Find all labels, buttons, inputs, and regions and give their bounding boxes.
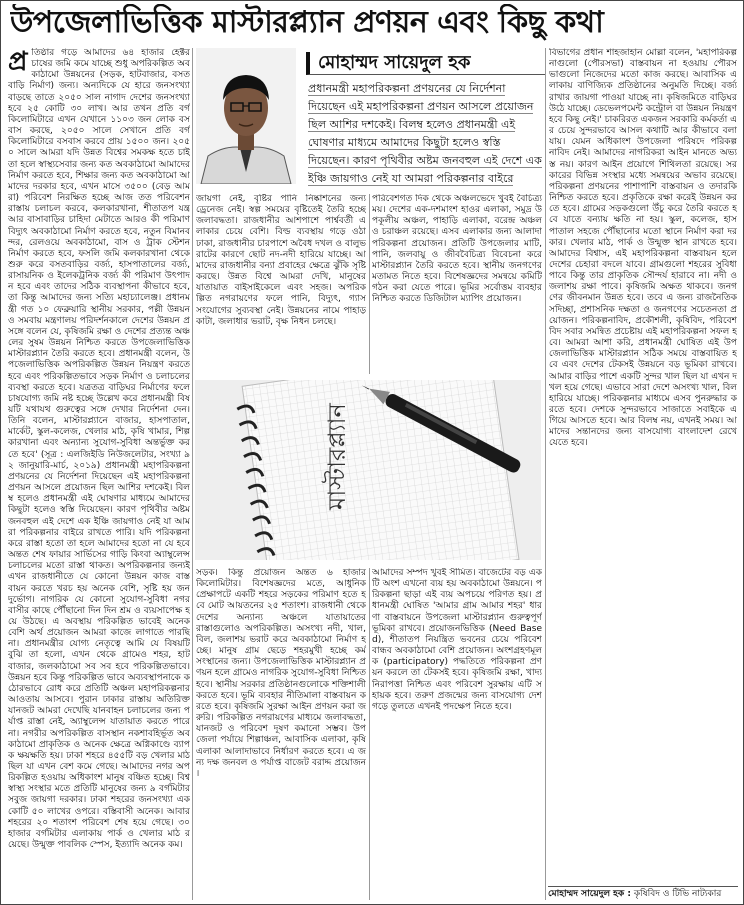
- column-1: [8, 48, 190, 900]
- column-3-lower-text: আমাদের সম্পদ খুবই সীমিত। বাজেটের বড় একটি অংশ এখনো ব্যয় হয় অবকাঠামো উন্নয়নে। পরিকল্পনা ছাড়া এই ব্যয় অপচয়ে পরিণত হয়। প্রধানমন্ত্রী ঘোষিত 'আমার গ্রাম আমার শহর' ধারণা বাস্তবায়নে উপজেলা মাস্টারপ্ল্যান গুরুত্বপূর্ণ ভূমিকা রাখবে। প্রয়োজনভিত্তিক (Need Based), শীতাতপ নিয়ন্ত্রিত ভবনের চেয়ে পরিবেশবান্ধব অবকাঠামো বেশি প্রয়োজন। অংশগ্রহণমূলক (participatory) পদ্ধতিতে পরিকল্পনা প্রণয়ন করলে তা টেকসই হবে। কৃষিজমি রক্ষা, খাদ্য নিরাপত্তা নিশ্চিত এবং পরিবেশ সুরক্ষায় এটি সহায়ক হবে। তরুণ প্রজন্মের জন্য বাসযোগ্য দেশ গড়ে তুলতে এখনই পদক্ষেপ নিতে হবে।: [372, 568, 542, 712]
- author-credit: [548, 886, 738, 901]
- column-rule-2: [369, 194, 370, 374]
- photo-handwriting: মাস্টারপ্ল্যান: [323, 403, 351, 510]
- column-4: [549, 48, 737, 882]
- pull-quote-text: প্রধানমন্ত্রী মহাপরিকল্পনা প্রণয়নের যে নির্দেশনা দিয়েছেন এই মহাপরিকল্পনা প্রণয়ন আসলে প্রয়োজন ছিল আশির দশকেই। বিলম্ব হলেও প্রধানমন্ত্রী এই ঘোষণার মাধ্যমে আমাদের কিছুটা হলেও স্বস্তি দিয়েছেন। কারণ পৃথিবীর অষ্টম জনবহুল এই দেশে এক ইঞ্চি জায়গাও নেই যা আমরা পরিকল্পনার বাইরে: [308, 82, 542, 190]
- pull-quote: [308, 80, 542, 190]
- notebook-pen-photo: [195, 380, 541, 560]
- column-rule-1: [192, 48, 193, 900]
- column-rule-3: [369, 568, 370, 900]
- column-3-upper: [372, 194, 542, 374]
- author-portrait: [196, 48, 296, 184]
- column-3-upper-text: পরিবেশগত দিক থেকে অঞ্চলভেদে খুবই বৈচিত্র্যময়। দেশের এক-দশমাংশ হাওর এলাকা, সমুদ্র উপকূলীয় অঞ্চল, পাহাড়ি এলাকা, বরেন্দ্র অঞ্চল ও চরাঞ্চল রয়েছে। এসব এলাকার জন্য আলাদা পরিকল্পনা প্রয়োজন। প্রতিটি উপজেলার মাটি, পানি, জলবায়ু ও জীববৈচিত্র্য বিবেচনা করে মাস্টারপ্ল্যান তৈরি করতে হবে। স্থানীয় জনগণের মতামত নিতে হবে। বিশেষজ্ঞদের সমন্বয়ে কমিটি গঠন করা যেতে পারে। ভূমির সর্বোত্তম ব্যবহার নিশ্চিত করতে ডিজিটাল ম্যাপিং প্রয়োজন।: [372, 194, 542, 305]
- column-4-text: বিভাগের প্রধান শাহজাহান মোল্লা বলেন, 'মহাপরিকল্পনাগুলো (পৌরসভা) বাস্তবায়ন না হওয়ায় পৌরসভাগুলো নিজেদের মতো কাজ করছে। আবাসিক এলাকায় বাণিজ্যিক প্রতিষ্ঠানের অনুমতি দিচ্ছে। বর্জ্য রাখার জায়গা পাওয়া যাচ্ছে না। কৃষিজমিতে বাড়িঘর উঠে যাচ্ছে। ডেভেলপমেন্ট কন্ট্রোল বা উন্নয়ন নিয়ন্ত্রণ হবে কিছু নেই।' চাকরিরত একজন সরকারি কর্মকর্তা এর চেয়ে সুন্দরভাবে আসল কথাটি আর কীভাবে বলা যায়। যেমন অধিকাংশ উপজেলা পরিষদে পরিকল্পনাবিদ নেই। আমাদের নাগরিকরা আইন মানতে অভ্যস্ত নয়। কারণ আইন প্রয়োগে শিথিলতা রয়েছে। সরকারের বিভিন্ন সংস্থার মধ্যে সমন্বয়ের অভাব রয়েছে। পরিকল্পনা প্রণয়নের পাশাপাশি বাস্তবায়ন ও তদারকি নিশ্চিত করতে হবে। প্রকৃতিকে রক্ষা করেই উন্নয়ন করতে হবে। গ্রামের সড়কগুলো উঁচু করে তৈরি করতে হবে যাতে বন্যায় ক্ষতি না হয়। স্কুল, কলেজ, হাসপাতাল সহজে পৌঁছানোর মতো স্থানে নির্মাণ করা দরকার। খেলার মাঠ, পার্ক ও উন্মুক্ত স্থান রাখতে হবে। আমাদের বিশ্বাস, এই মহাপরিকল্পনা বাস্তবায়ন হলে দেশের চেহারা বদলে যাবে। গ্রামগুলো শহরের সুবিধা পাবে কিন্তু তার প্রাকৃতিক সৌন্দর্য হারাবে না। নদী ও জলাশয় রক্ষা পাবে। কৃষিজমি অক্ষত থাকবে। জনগণের জীবনমান উন্নত হবে। তবে এ জন্য রাজনৈতিক সদিচ্ছা, প্রশাসনিক দক্ষতা ও জনগণের সচেতনতা প্রয়োজন। পরিকল্পনাবিদ, প্রকৌশলী, কৃষিবিদ, পরিবেশবিদ সবার সমন্বিত প্রচেষ্টায় এই মহাপরিকল্পনা সফল হবে। আমরা আশা করি, প্রধানমন্ত্রী ঘোষিত এই উপজেলাভিত্তিক মাস্টারপ্ল্যান সঠিক সময়ে বাস্তবায়িত হবে এবং দেশের টেকসই উন্নয়নে বড় ভূমিকা রাখবে। আমার বাড়ির পাশে একটি সুন্দর খাল ছিল যা এখন দখল হয়ে গেছে। এভাবে সারা দেশে অসংখ্য খাল, বিল হারিয়ে যাচ্ছে। পরিকল্পনার মাধ্যমে এসব পুনরুদ্ধার করতে হবে। দেশকে সুন্দরভাবে সাজাতে সবাইকে এগিয়ে আসতে হবে। আর বিলম্ব নয়, এখনই সময়। আমাদের সন্তানদের জন্য বাসযোগ্য বাংলাদেশ রেখে যেতে হবে।: [549, 48, 737, 449]
- column-2-upper-text: জায়গা নেই, বৃষ্টির পানি নিষ্কাশনের জন্য ড্রেনেজ নেই। স্বল্প সময়ের বৃষ্টিতেই তৈরি হচ্ছে জলাবদ্ধতা। রাজধানীর আশপাশে পার্শ্ববর্তী এলাকার চেয়ে বেশি। বিল্ড ব্যবস্থায় গড়ে ওঠা ঢাকা, রাজধানীর চারপাশে অবৈধ দখল ও বালুভরাটের কারণে ছোট নদ-নদী হারিয়ে যাচ্ছে। আমাদের রাজধানীর বন্যা প্রবাহের ক্ষেত্রে ঝুঁকি সৃষ্টি করছে। উন্নত বিশ্বে আমরা দেখি, মানুষের যাতায়াত বাইসাইকেলে এবং সহজ। অপরিকল্পিত নগরায়ণের ফলে পানি, বিদ্যুৎ, গ্যাস সংযোগের সুব্যবস্থা নেই। উন্নয়নের নামে পাহাড় কাটা, জলাধার ভরাট, বৃক্ষ নিধন চলছে।: [196, 194, 366, 327]
- column-2-lower-text: সড়ক। কিন্তু প্রয়োজন অন্তত ৬ হাজার কিলোমিটার। বিশেষজ্ঞদের মতে, আধুনিক প্রেক্ষাপটে একটি শহরে সড়কের পরিমাণ হতে হবে মোট আয়তনের ২৫ শতাংশ। রাজধানী থেকে দেশের অন্যান্য অঞ্চলে যাতায়াতের রাস্তাগুলোও অপরিকল্পিত। অসংখ্য নদী, খাল, বিল, জলাশয় ভরাট করে অবকাঠামো নির্মাণ হচ্ছে। মানুষ গ্রাম ছেড়ে শহরমুখী হচ্ছে কর্মসংস্থানের জন্য। উপজেলাভিত্তিক মাস্টারপ্ল্যান প্রণয়ন হলে গ্রামেও নাগরিক সুযোগ-সুবিধা নিশ্চিত হবে। স্থানীয় সরকার প্রতিষ্ঠানগুলোকে শক্তিশালী করতে হবে। ভূমি ব্যবহার নীতিমালা বাস্তবায়ন করতে হবে। কৃষিজমি সুরক্ষা আইন প্রণয়ন করা জরুরি। পরিকল্পিত নগরায়ণের মাধ্যমে জলাবদ্ধতা, যানজট ও পরিবেশ দূষণ কমানো সম্ভব। উপজেলা পর্যায়ে শিল্পাঞ্চল, আবাসিক এলাকা, কৃষি এলাকা আলাদাভাবে নির্ধারণ করতে হবে। এ জন্য দক্ষ জনবল ও পর্যাপ্ত বাজেট বরাদ্দ প্রয়োজন।: [196, 568, 366, 779]
- column-2-lower: [196, 568, 366, 900]
- drop-cap: প্র: [8, 48, 28, 77]
- credit-role: কৃষিবিদ ও টিভি নাট্যকার: [633, 889, 722, 899]
- author-name: মোহাম্মদ সায়েদুল হক: [318, 52, 471, 73]
- column-rule-4: [545, 48, 546, 900]
- credit-name: মোহাম্মদ সায়েদুল হক :: [548, 889, 631, 899]
- headline: উপজেলাভিত্তিক মাস্টারপ্ল্যান প্রণয়ন এবং কিছু কথা: [10, 5, 604, 40]
- column-3-lower: [372, 568, 542, 900]
- author-byline: [306, 52, 546, 75]
- column-2-upper: [196, 194, 366, 374]
- column-1-text: তিষ্ঠার গড়ে আমাদের ৬৪ হাজার হেক্টর চাষের জমি কমে যাচ্ছে শুধু অপরিকল্পিত অবকাঠামো উন্নয়নের (সড়ক, হাটবাজার, বসতবাড়ি নির্মাণ) জন্য। অন্যদিকে যে হারে জনসংখ্যা বাড়ছে তাতে ২০৫০ সাল নাগাদ দেশের জনসংখ্যা হবে ২৫ কোটি ৩০ লাখ। আর তখন প্রতি বর্গকিলোমিটারে এখন যেখানে ১১০৩ জন লোক বসবাস করছে, ২০৫০ সালে সেখানে প্রতি বর্গকিলোমিটারে বসবাস করবে প্রায় ১৫০০ জন। ২০৫০ সালে আমরা যদি উন্নত বিশ্বের সমকক্ষ হতে চাই তা হলে স্বাস্থ্যসেবার জন্য কত অবকাঠামো আমাদের নির্মাণ করতে হবে, শিক্ষার জন্য কত অবকাঠামো আমাদের দরকার হবে, এখন মাসে ৩৫০০ (বেড় আমরা) পরিবেশ নিরক্ষিত হচ্ছে আজ তত পরিবেশন রাস্তায় চলাচল করবে, কলকারখানা, শীতাতপ যন্ত্র আর বাসাবাড়ির চাহিদা মেটাতে আরও কী পরিমাণ বিদ্যুৎ অবকাঠামো নির্মাণ করতে হবে, নতুন বিমানবন্দর, রেলওয়ে অবকাঠামো, বাস ও ট্রাক স্টেশন নির্মাণ করতে হবে, ফসলি জমি কলকারখানা থেকে শুরু করে বসতবাড়ির বর্জ্য, হাসপাতালের বর্জ্য, রাসায়নিক ও ইলেকট্রনিক বর্জ্য কী পরিমাণ উৎপাদন হবে এবং তাদের সঠিক ব্যবস্থাপনা কীভাবে হবে, তা কিন্তু আমাদের জন্য সত্যি মহাচ্যালেঞ্জ। প্রধানমন্ত্রী গত ১০ ফেব্রুয়ারি স্থানীয় সরকার, পল্লী উন্নয়ন ও সমবায় মন্ত্রণালয় পরিদর্শনকালে দেশের উন্নয়ন প্রসঙ্গে বলেন যে, কৃষিজমি রক্ষা ও দেশের প্রত্যন্ত অঞ্চলের সুষম উন্নয়ন নিশ্চিত করতে উপজেলাভিত্তিক মাস্টারপ্ল্যান তৈরি করতে হবে। প্রধানমন্ত্রী বলেন, উপজেলাভিত্তিক অপরিকল্পিত উন্নয়ন নিয়ন্ত্রণ করতে হবে এবং পরিকল্পিতভাবে সড়ক নির্মাণ ও চলাচলের ব্যবস্থা করতে হবে। যত্রতত্র বাড়িঘর নির্মাণের ফলে চাষযোগ্য জমি নষ্ট হচ্ছে উল্লেখ করে প্রধানমন্ত্রী বিষয়টি যথাযথ গুরুত্বের সঙ্গে দেখার নির্দেশনা দেন। তিনি বলেন, মাস্টারপ্ল্যানে বাজার, হাসপাতাল, মার্কেট, স্কুল-কলেজ, খেলার মাঠ, কৃষি খামার, শিল্পকারখানা এবং অন্যান্য সুযোগ-সুবিধা অন্তর্ভুক্ত করতে হবে' (সূত্র : এলজিইডি নিউজলেটার, সংখ্যা ৯২ জানুয়ারি-মার্চ, ২০১৯) প্রধানমন্ত্রী মহাপরিকল্পনা প্রণয়নের যে নির্দেশনা দিয়েছেন এই মহাপরিকল্পনা প্রণয়ন আসলে প্রয়োজন ছিল আশির দশকেই। বিলম্ব হলেও প্রধানমন্ত্রী এই ঘোষণার মাধ্যমে আমাদের কিছুটা হলেও স্বস্তি দিয়েছেন। কারণ পৃথিবীর অষ্টম জনবহুল এই দেশে এক ইঞ্চি জায়গাও নেই যা আমরা পরিকল্পনার বাইরে রাখতে পারি। যদি পরিকল্পনা করে রাস্তা হতো তা হলে আমাদের হতো না যে হবে অন্তত শেষ ফায়ার সার্ভিসের গাড়ি কিংবা অ্যাম্বুলেন্স চলাচলের মতো রাস্তা থাকত। অপরিকল্পনার জন্যই এখন রাজধানীতে যে কোনো উন্নয়ন কাজ বাস্তবায়ন করতে খরচ হয় অনেক বেশি, সৃষ্টি হয় জনদুর্ভোগ। নাগরিক যে কোনো সুযোগ-সুবিধা নগরবাসীর কাছে পৌঁছানো দিন দিন শ্রম ও ব্যয়সাপেক্ষ হয়ে উঠছে। এ অবস্থায় পরিকল্পিত ভাবেই অনেক বেশি অর্থ প্রয়োজন আমরা কাজে লাগাতে পারছি না। প্রধানমন্ত্রীর যোগ্য নেতৃত্বে আমি যে বিষয়টি বুঝি তা হলো, এখন থেকে গ্রামেও শহর, হাটবাজার, জলকাঠামো সব সব হবে পরিকল্পিতভাবে। উন্নয়ন হবে কিন্তু পরিকল্পিত ভাবে অব্যবস্থাপনাকে কঠোরভাবে রোধ করে প্রতিটি অঞ্চল মহাপরিকল্পনার আওতায় আসবে। পুরান ঢাকার রাস্তায় অতিরিক্ত যানজট আমরা দেখেছি যানবাহন চলাচলের জন্য পর্যাপ্ত রাস্তা নেই, অ্যাম্বুলেন্স যাতায়াত করতে পারে না। নগরীর অপরিকল্পিত বাসস্থান নকশাবহির্ভূত অবকাঠামো প্রাকৃতিক ও অনেক ক্ষেত্রে অগ্নিকাণ্ডে ব্যাপক ক্ষয়ক্ষতি হয়। ঢাকা শহরে ৪৫৫টি বড় খেলার মাঠ ছিল যা এখন বেশ কমে গেছে। আমাদের নগর অপরিকল্পিত হওয়ায় অধিকাংশ মানুষ বঞ্চিত হচ্ছে। বিশ্ব স্বাস্থ্য সংস্থার মতে প্রতিটি মানুষের জন্য ৯ বর্গমিটার সবুজ জায়গা দরকার। ঢাকা শহরের জনসংখ্যা এক কোটি ৫০ লাখের ওপরে। বস্তিবাসী অনেক। আবার শহরের ২০ শতাংশ পরিবেশ শেষ হয়ে গেছে। ৩০ হাজার বর্গমিটার এলাকায় পার্ক ও খেলার মাঠ রয়েছে। উন্মুক্ত পাবলিক স্পেস, ইত্যাদি অনেক কম।: [8, 48, 190, 851]
